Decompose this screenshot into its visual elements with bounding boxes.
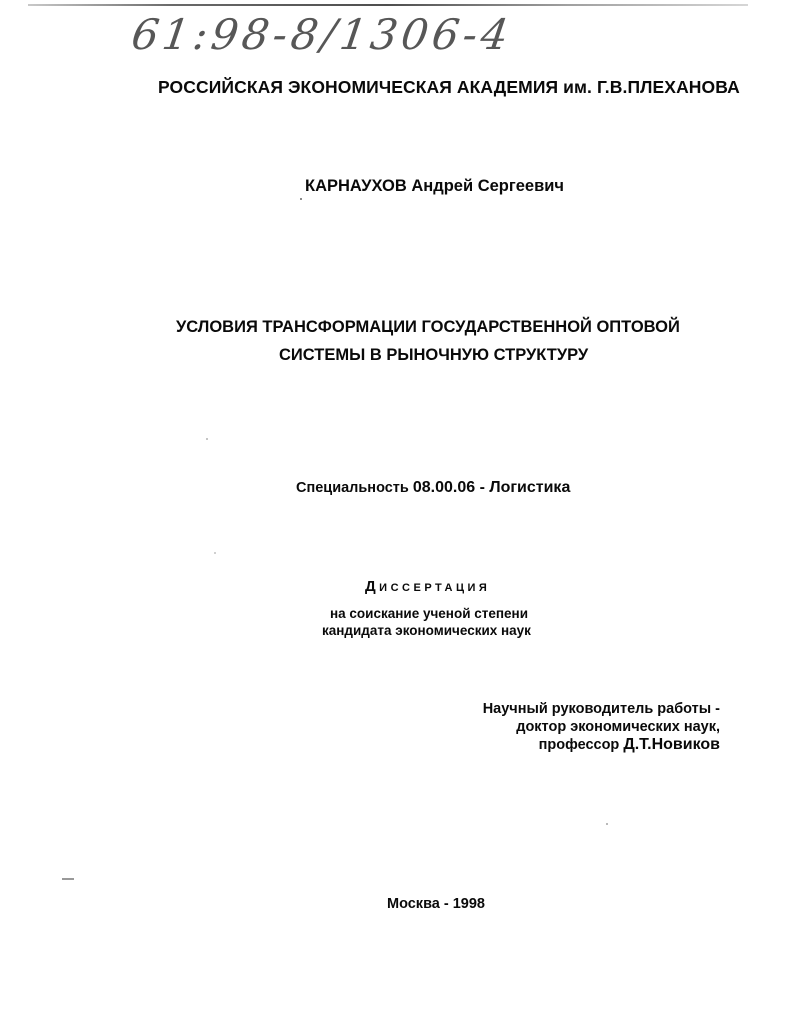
author-name: КАРНАУХОВ Андрей Сергеевич [305,177,564,195]
handwritten-archive-code: 61:98-8/1306-4 [128,10,516,59]
scan-speck [214,552,216,554]
thesis-title-line-1: УСЛОВИЯ ТРАНСФОРМАЦИИ ГОСУДАРСТВЕННОЙ ОПТОВОЙ [176,318,680,336]
specialty-code: 08.00.06 - Логистика [412,479,571,496]
scan-top-edge [28,4,748,6]
specialty [296,479,570,497]
dissertation-label: Диссертация [365,578,491,595]
supervisor-name: Д.Т.Новиков [623,736,720,753]
specialty-label: Специальность [296,480,409,496]
supervisor-line-1: Научный руководитель работы - [482,701,720,717]
dissertation-degree-line-2: кандидата экономических наук [322,623,531,638]
supervisor-block [483,700,720,754]
dissertation-degree-line-1: на соискание ученой степени [330,606,528,621]
supervisor-line-2: доктор экономических наук, [516,719,720,735]
supervisor-line-3 [483,736,720,754]
scan-speck [606,823,608,825]
supervisor-title: профессор [538,737,620,753]
institution-name: РОССИЙСКАЯ ЭКОНОМИЧЕСКАЯ АКАДЕМИЯ им. Г.В.ПЛЕХАНОВА [158,77,740,97]
thesis-title-line-2: СИСТЕМЫ В РЫНОЧНУЮ СТРУКТУРУ [279,346,589,364]
scan-speck [206,438,208,440]
city-year: Москва - 1998 [387,896,485,912]
scan-speck [300,198,302,200]
scan-mark [62,878,74,880]
